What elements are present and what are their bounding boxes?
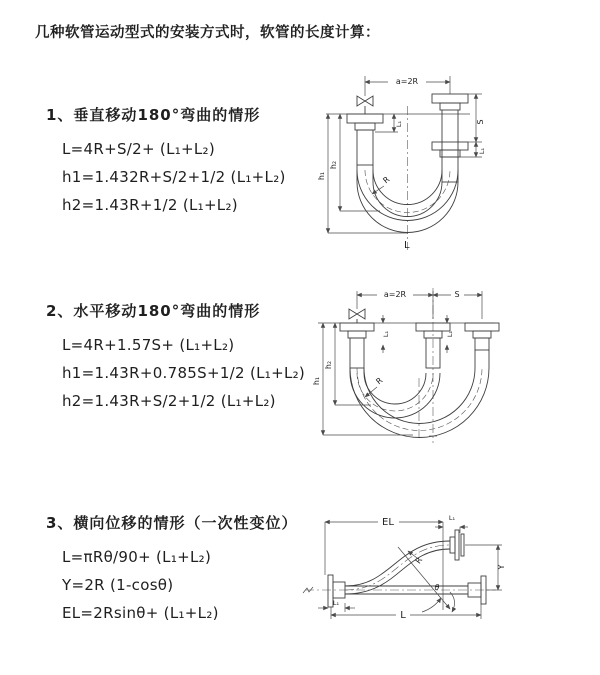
section-lateral-displacement: [46, 512, 297, 627]
page-title: 几种软管运动型式的安装方式时，软管的长度计算：: [35, 25, 380, 41]
dim-label-fitting-top: L₁: [448, 514, 456, 522]
dim-label-l: L: [400, 610, 406, 621]
dimension-l: [331, 604, 481, 621]
dimension-span: [365, 75, 450, 87]
dim-label-fitting-mid: L₁: [446, 330, 454, 338]
right-hose-connector: [432, 76, 468, 182]
displaced-hose-curve: [345, 530, 464, 594]
dim-label-fitting-left: L₁: [395, 120, 403, 128]
angle-callout: [398, 547, 455, 612]
formula-el: EL=2Rsinθ+ (L₁+L₂): [62, 604, 219, 622]
dim-label-fitting-right: L₁: [478, 147, 486, 155]
centerlines: [303, 587, 496, 593]
formula-length: L=πRθ/90+ (L₁+L₂): [62, 548, 212, 566]
dim-label-fitting-left: L₁: [382, 330, 390, 338]
formula-h2: h2=1.43R+S/2+1/2 (L₁+L₂): [62, 392, 276, 410]
dim-label-fitting-left: L₁: [332, 599, 340, 607]
dim-label-h1: h₁: [317, 171, 326, 181]
dimension-span: [357, 289, 482, 319]
formula-length: L=4R+S/2+ (L₁+L₂): [62, 140, 216, 158]
diagram-vertical-movement-180-bend: [308, 70, 600, 265]
radius-label: R: [413, 555, 425, 566]
left-hose-connector: [340, 323, 374, 373]
section-1-heading: 1、垂直移动180°弯曲的情形: [46, 106, 261, 124]
section-vertical-movement: [46, 104, 286, 219]
radius-callout: [365, 376, 385, 397]
u-bend-hose: [350, 368, 489, 438]
formula-length: L=4R+1.57S+ (L₁+L₂): [62, 336, 235, 354]
formula-y: Y=2R (1-cosθ): [62, 576, 174, 594]
section-3-heading: 3、横向位移的情形（一次性变位）: [46, 514, 298, 532]
formula-h1: h1=1.432R+S/2+1/2 (L₁+L₂): [62, 168, 286, 186]
centerlines: [318, 288, 495, 443]
dimension-fitting-left: [318, 599, 355, 612]
fitting-dimensions: [382, 315, 454, 353]
angle-label: θ: [434, 583, 440, 592]
formula-h1: h1=1.43R+0.785S+1/2 (L₁+L₂): [62, 364, 306, 382]
dim-label-y: Y: [497, 564, 506, 570]
radius-label: R: [381, 174, 392, 186]
formula-h2: h2=1.43R+1/2 (L₁+L₂): [62, 196, 238, 214]
dim-label-span: a=2R: [383, 290, 407, 299]
section-2-heading: 2、水平移动180°弯曲的情形: [46, 302, 261, 320]
section-horizontal-movement: [46, 300, 305, 415]
dim-label-h2: h₂: [324, 360, 333, 370]
right-hose-connector: [465, 323, 499, 368]
diagram-horizontal-movement-180-bend: [313, 283, 600, 453]
dimension-fitting-top: [435, 514, 468, 533]
dim-label-h2: h₂: [329, 160, 338, 170]
radius-callout: [372, 175, 392, 194]
dim-label-el: EL: [382, 517, 394, 528]
dim-label-span: a=2R: [395, 77, 419, 86]
radius-label: R: [374, 375, 385, 387]
dim-label-stroke: S: [476, 119, 485, 125]
dim-label-h1: h₁: [312, 376, 321, 386]
length-label: L: [404, 240, 410, 251]
valve-icon: [349, 291, 365, 323]
dimension-el: [325, 515, 443, 610]
dim-label-stroke: S: [454, 290, 460, 299]
diagram-lateral-displacement: [300, 505, 600, 655]
